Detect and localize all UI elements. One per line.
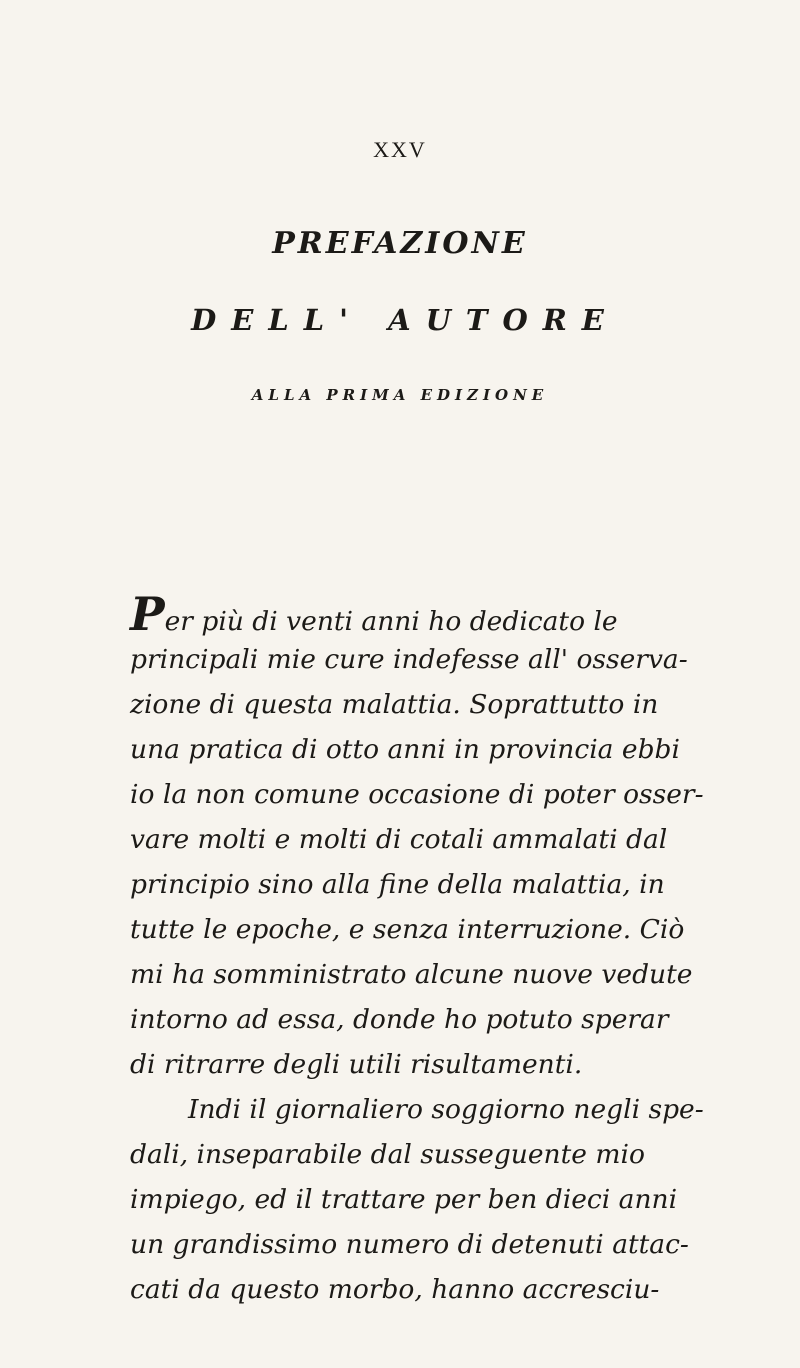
text-line: una pratica di otto anni in provincia ebbi [130, 734, 680, 765]
text-line-content: er più di venti anni ho dedicato le [164, 606, 618, 637]
subtitle-prima-edizione: ALLA PRIMA EDIZIONE [251, 386, 549, 404]
text-line: impiego, ed il trattare per ben dieci anni [130, 1184, 678, 1215]
text-line [130, 587, 740, 641]
drop-cap: P [130, 587, 165, 641]
text-line: intorno ad essa, donde ho potuto sperar [130, 1004, 669, 1035]
text-line: un grandissimo numero di detenuti attac- [130, 1229, 689, 1260]
text-line: cati da questo morbo, hanno accresciu- [130, 1274, 660, 1305]
text-line: io la non comune occasione di poter osser- [130, 779, 704, 810]
title-prefazione: PREFAZIONE [272, 226, 528, 261]
text-line: di ritrarre degli utili risultamenti. [130, 1049, 583, 1080]
text-line: mi ha somministrato alcune nuove vedute [130, 959, 693, 990]
text-line: dali, inseparabile dal susseguente mio [130, 1139, 645, 1170]
text-line: zione di questa malattia. Soprattutto in [130, 689, 659, 720]
text-line: Indi il giornaliero soggiorno negli spe- [188, 1094, 704, 1125]
text-line: principio sino alla fine della malattia, in [130, 869, 665, 900]
body-text [130, 587, 740, 1312]
page-number: XXV [373, 137, 427, 162]
text-line: principali mie cure indefesse all' osserva- [130, 644, 688, 675]
text-line: tutte le epoche, e senza interruzione. Ciò [130, 914, 685, 945]
title-dell-autore: DELL' AUTORE [191, 303, 619, 337]
text-line: vare molti e molti di cotali ammalati dal [130, 824, 668, 855]
